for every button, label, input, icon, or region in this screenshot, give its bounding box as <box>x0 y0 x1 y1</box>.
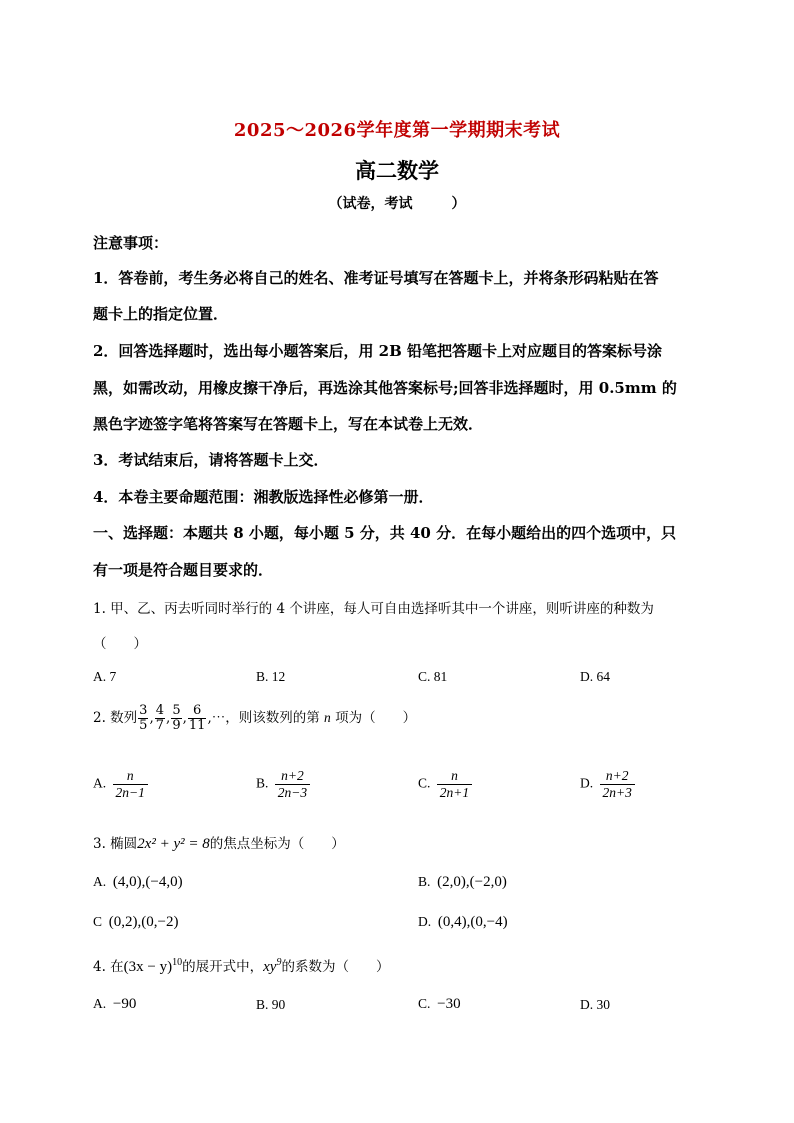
q3-option-a: A. (4,0),(−4,0) <box>93 874 183 890</box>
q2-term-1: $\frac{3}{5}$ <box>139 703 148 733</box>
q3-option-c: C (0,2),(0,−2) <box>93 914 179 930</box>
q4-option-b: B. 90 <box>256 997 286 1012</box>
q1-option-c: C. 81 <box>418 669 448 684</box>
q1-option-b: B. 12 <box>256 669 286 684</box>
exam-paren-note: （试卷，考试 ） <box>328 196 466 212</box>
section-1-line-2: 有一项是符合题目要求的． <box>93 561 274 579</box>
note-3: 3．考试结束后，请将答题卡上交． <box>93 451 329 469</box>
q2-ellipsis: ,⋯ <box>207 710 226 726</box>
q2-term-3: $\frac{5}{9}$ <box>172 703 181 733</box>
q2-n: n <box>324 710 331 725</box>
q2-suffix-a: ，则该数列的第 <box>225 710 320 726</box>
q1-option-d: D. 64 <box>580 669 610 684</box>
q2-option-a: A. $\frac{n}{2n-1}$ <box>93 768 151 801</box>
section-1-line-1: 一、选择题：本题共 8 小题，每小题 5 分，共 40 分．在每小题给出的四个选项中，只 <box>93 524 677 542</box>
question-2-stem: 2. 数列 $\frac{3}{5}$ , $\frac{4}{7}$ , $\frac{5}{9}$ , $\frac{6}{11}$ ,⋯，则该数列的第 n 项为（ ） <box>93 703 417 733</box>
question-1-stem: 1. 甲、乙、丙去听同时举行的 4 个讲座，每人可自由选择听其中一个讲座，则听讲座的种数为 <box>93 601 654 617</box>
q2-suffix-b: 项为（ ） <box>335 710 417 726</box>
q4-term: $xy^9$ <box>263 957 282 975</box>
q2-prefix: 2. 数列 <box>93 710 138 726</box>
q4-option-a: A. −90 <box>93 996 137 1012</box>
q3-equation: 2x² + y² = 8 <box>137 836 210 852</box>
q4-binomial: $(3x - y)^{10}$ <box>123 957 183 975</box>
q4-option-d: D. 30 <box>580 997 610 1012</box>
q2-option-c: C. $\frac{n}{2n+1}$ <box>418 768 475 801</box>
q4-option-c: C. −30 <box>418 996 461 1012</box>
q2-option-d: D. $\frac{n+2}{2n+3}$ <box>580 768 638 801</box>
exam-title: 2025～2026学年度第一学期期末考试 <box>233 120 561 141</box>
q3-option-d: D. (0,4),(0,−4) <box>418 914 508 930</box>
q2-term-4: $\frac{6}{11}$ <box>188 703 206 733</box>
note-2-line-3: 黑色字迹签字笔将答案写在答题卡上，写在本试卷上无效． <box>93 415 484 433</box>
q2-term-2: $\frac{4}{7}$ <box>155 703 165 733</box>
q2-option-b: B. $\frac{n+2}{2n-3}$ <box>256 768 313 801</box>
q3-option-b: B. (2,0),(−2,0) <box>418 874 507 890</box>
note-2-line-2: 黑，如需改动，用橡皮擦干净后，再选涂其他答案标号;回答非选择题时，用 0.5mm 的 <box>93 379 677 397</box>
note-1-line-2: 题卡上的指定位置． <box>93 305 229 323</box>
question-1-answer-blank: （ ） <box>93 636 147 652</box>
question-3-stem: 3. 椭圆2x² + y² = 8的焦点坐标为（ ） <box>93 836 345 852</box>
notes-heading: 注意事项： <box>93 234 169 252</box>
exam-subject: 高二数学 <box>355 158 439 183</box>
q1-option-a: A. 7 <box>93 669 117 684</box>
note-2-line-1: 2．回答选择题时，选出每小题答案后，用 2B 铅笔把答题卡上对应题目的答案标号涂 <box>93 342 663 360</box>
question-4-stem: 4. 在$(3x - y)^{10}$的展开式中，$xy^9$的系数为（ ） <box>93 957 390 975</box>
note-1-line-1: 1．答卷前，考生务必将自己的姓名、准考证号填写在答题卡上，并将条形码粘贴在答 <box>93 269 659 287</box>
note-4: 4．本卷主要命题范围：湘教版选择性必修第一册． <box>93 488 434 506</box>
